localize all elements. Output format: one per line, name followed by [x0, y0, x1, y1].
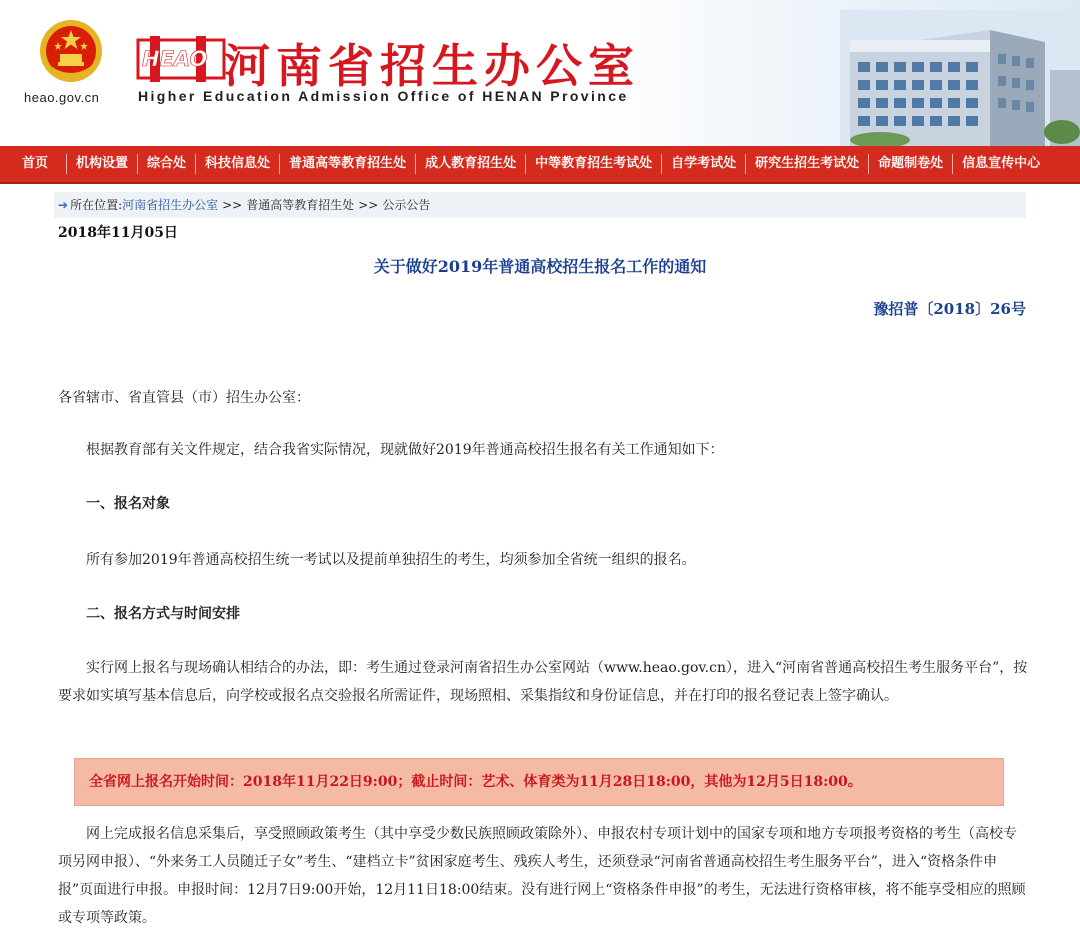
breadcrumb-item-current[interactable]: 公示公告	[382, 198, 431, 212]
intro-paragraph: 根据教育部有关文件规定，结合我省实际情况，现就做好2019年普通高校招生报名有关工作通知如下：	[86, 442, 724, 458]
site-title-en: Higher Education Admission Office of HENAN Province	[138, 88, 629, 104]
breadcrumb-prefix: 所在位置:	[70, 198, 123, 212]
nav-item-adult-ed-admission[interactable]: 成人教育招生处	[416, 154, 526, 174]
nav-item-graduate-exam[interactable]: 研究生招生考试处	[746, 154, 869, 174]
nav-item-higher-ed-admission[interactable]: 普通高等教育招生处	[280, 154, 416, 174]
article-date: 2018年11月05日	[58, 225, 178, 241]
site-header	[0, 0, 1080, 146]
arrow-right-icon: ➔	[58, 198, 69, 212]
section1-heading: 一、报名对象	[86, 496, 170, 512]
national-emblem-icon	[38, 18, 104, 84]
heao-logo-text: HEAO	[142, 47, 208, 71]
nav-item-self-study-exam[interactable]: 自学考试处	[662, 154, 746, 174]
heao-logo	[136, 36, 226, 82]
qualification-paragraph: 网上完成报名信息采集后，享受照顾政策考生（其中享受少数民族照顾政策除外）、申报农村专项计划中的国家专项和地方专项报考资格的考生（高校专项另网申报）、“外来务工人员随迁子女”考生、“建档立卡”贫困家庭考生、残疾人考生，还须登录“河南省普通高校招生考生服务平台”，进入“资格条件申报”页面进行申报。申报时间：12月7日9:00开始，12月11日18:00结束。没有进行网上“资格条件申报”的考生，无法进行资格审核，将不能享受相应的照顾或专项等政策。	[58, 826, 1026, 926]
notice-label: 全省网上报名开始时间：	[89, 774, 243, 790]
article-title: 关于做好2019年普通高校招生报名工作的通知	[373, 257, 707, 276]
nav-item-home[interactable]: 首页	[0, 154, 67, 174]
breadcrumb-link-home[interactable]: 河南省招生办公室	[122, 198, 219, 212]
main-nav	[0, 146, 1080, 184]
office-building-image	[840, 10, 1080, 146]
nav-item-general-affairs[interactable]: 综合处	[138, 154, 196, 174]
salutation: 各省辖市、省直管县（市）招生办公室：	[58, 390, 310, 406]
site-url: heao.gov.cn	[24, 90, 100, 105]
section1-paragraph: 所有参加2019年普通高校招生统一考试以及提前单独招生的考生，均须参加全省统一组织的报名。	[86, 552, 696, 568]
nav-item-organization[interactable]: 机构设置	[67, 154, 138, 174]
notice-text: 2018年11月22日9:00；截止时间：艺术、体育类为11月28日18:00，其他为12月5日18:00。	[243, 774, 862, 790]
nav-item-exam-paper[interactable]: 命题制卷处	[869, 154, 953, 174]
nav-item-secondary-ed-exam[interactable]: 中等教育招生考试处	[526, 154, 662, 174]
nav-item-tech-info[interactable]: 科技信息处	[196, 154, 280, 174]
document-number: 豫招普〔2018〕26号	[873, 300, 1026, 318]
breadcrumb-item-dept[interactable]: 普通高等教育招生处	[246, 198, 355, 212]
registration-time-notice	[74, 758, 1004, 806]
section2-heading: 二、报名方式与时间安排	[86, 606, 240, 622]
section2-paragraph: 实行网上报名与现场确认相结合的办法，即：考生通过登录河南省招生办公室网站（www.heao.gov.cn），进入“河南省普通高校招生考生服务平台”，按要求如实填写基本信息后，向学校或报名点交验报名所需证件，现场照相、采集指纹和身份证信息，并在打印的报名登记表上签字确认。	[58, 660, 1028, 704]
nav-item-info-center[interactable]: 信息宣传中心	[962, 156, 1041, 171]
breadcrumb	[54, 192, 1026, 218]
breadcrumb-separator: >>	[358, 198, 379, 212]
breadcrumb-separator: >>	[222, 198, 243, 212]
site-title-cn: 河南省招生办公室	[224, 39, 640, 93]
